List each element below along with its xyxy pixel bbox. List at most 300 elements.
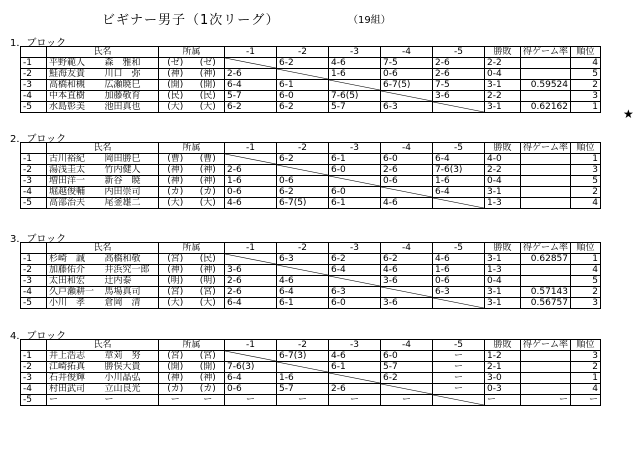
table-row	[21, 91, 601, 102]
partner-name: 尾釜雄二	[103, 198, 159, 209]
match-score: 2-6	[329, 384, 381, 395]
row-index: -1	[21, 58, 47, 69]
table-row	[21, 187, 601, 198]
rank: 3	[571, 351, 601, 362]
match-score: 2-6	[381, 165, 433, 176]
header-wins: 勝敗	[485, 340, 521, 351]
row-index: -5	[21, 298, 47, 309]
header-opponent: -4	[381, 243, 433, 254]
header-ratio: 得ゲーム率	[521, 340, 571, 351]
row-index: -5	[21, 395, 47, 406]
match-score: 0-6	[225, 384, 277, 395]
table-row	[21, 102, 601, 113]
diagonal-line	[433, 102, 484, 112]
header-wins: 勝敗	[485, 47, 521, 58]
partner-team: (神)	[192, 176, 225, 187]
match-score: 1-6	[329, 69, 381, 80]
header-rank: 順位	[571, 243, 601, 254]
partner-team: (カ)	[192, 384, 225, 395]
diagonal-line	[433, 298, 484, 308]
match-score: 6-2	[277, 58, 329, 69]
block-label: 2．ブロック	[10, 134, 67, 145]
table-row	[21, 384, 601, 395]
table-row	[21, 69, 601, 80]
player-team: (神)	[159, 373, 192, 384]
match-score: 2-6	[433, 69, 485, 80]
player-name: 村田武司	[47, 384, 103, 395]
partner-name: 池田真也	[103, 102, 159, 113]
header-opponent: -2	[277, 340, 329, 351]
row-index: -5	[21, 198, 47, 209]
partner-team: (民)	[192, 91, 225, 102]
rank: 3	[571, 165, 601, 176]
match-score: 6-4	[433, 187, 485, 198]
header-wins: 勝敗	[485, 143, 521, 154]
win-loss: 3-1	[485, 187, 521, 198]
header-opponent: -4	[381, 47, 433, 58]
game-ratio	[521, 373, 571, 384]
table-row	[21, 254, 601, 265]
table-row	[21, 198, 601, 209]
game-ratio	[521, 176, 571, 187]
diagonal-line	[329, 80, 380, 90]
player-team: (神)	[159, 69, 192, 80]
game-ratio	[521, 276, 571, 287]
win-loss: 2-1	[485, 362, 521, 373]
table-row	[21, 362, 601, 373]
partner-team: (神)	[192, 69, 225, 80]
league-table	[20, 46, 601, 113]
partner-name: 馬場真司	[103, 287, 159, 298]
game-ratio: 0.56757	[521, 298, 571, 309]
table-row	[21, 154, 601, 165]
partner-name: 井浜究一郎	[103, 265, 159, 276]
diagonal-line	[381, 187, 432, 197]
game-ratio	[521, 69, 571, 80]
match-score: 1-6	[433, 176, 485, 187]
header-blank	[21, 47, 47, 58]
match-score: 1-6	[277, 373, 329, 384]
header-team: 所属	[159, 47, 225, 58]
partner-team: (ゼ)	[192, 58, 225, 69]
match-score: 7-5	[381, 58, 433, 69]
match-score: 7-6(3)	[433, 165, 485, 176]
player-name: 加藤佑介	[47, 265, 103, 276]
header-opponent: -1	[225, 47, 277, 58]
row-index: -2	[21, 362, 47, 373]
match-score: 7-6(3)	[225, 362, 277, 373]
game-ratio	[521, 187, 571, 198]
match-score: 6-7(5)	[381, 80, 433, 91]
match-score: 1-6	[225, 176, 277, 187]
header-name: 氏名	[47, 243, 159, 254]
match-score: 1-6	[433, 265, 485, 276]
game-ratio	[521, 265, 571, 276]
header-wins: 勝敗	[485, 243, 521, 254]
partner-name: ー	[103, 395, 159, 406]
match-score: 3-6	[381, 298, 433, 309]
win-loss: 1-3	[485, 198, 521, 209]
row-index: -1	[21, 254, 47, 265]
header-rank: 順位	[571, 340, 601, 351]
header-opponent: -1	[225, 340, 277, 351]
player-name: ー	[47, 395, 103, 406]
match-score: 2-6	[225, 69, 277, 80]
header-rank: 順位	[571, 47, 601, 58]
header-opponent: -5	[433, 47, 485, 58]
match-score: 5-7	[381, 362, 433, 373]
partner-team: (宮)	[192, 287, 225, 298]
partner-team: (民)	[192, 254, 225, 265]
partner-name: 川口 弥	[103, 69, 159, 80]
partner-name: 章苅 努	[103, 351, 159, 362]
self-match-cell	[277, 69, 329, 80]
header-row	[21, 143, 601, 154]
header-blank	[21, 143, 47, 154]
row-index: -4	[21, 287, 47, 298]
match-score: 6-1	[329, 198, 381, 209]
match-score: 5-7	[225, 91, 277, 102]
match-score: 4-6	[329, 58, 381, 69]
match-score: 2-6	[433, 58, 485, 69]
match-score: 6-1	[277, 298, 329, 309]
game-ratio	[521, 362, 571, 373]
player-team: (曹)	[159, 154, 192, 165]
diagonal-line	[381, 287, 432, 297]
match-score: 6-3	[329, 287, 381, 298]
self-match-cell	[329, 80, 381, 91]
header-opponent: -3	[329, 143, 381, 154]
match-score: 4-6	[381, 265, 433, 276]
diagonal-line	[277, 362, 328, 372]
player-team: (宮)	[159, 254, 192, 265]
table-row	[21, 298, 601, 309]
game-ratio	[521, 91, 571, 102]
diagonal-line	[433, 395, 484, 405]
match-score: 0-6	[381, 176, 433, 187]
partner-team: (大)	[192, 298, 225, 309]
self-match-cell	[433, 102, 485, 113]
header-row	[21, 243, 601, 254]
match-score: 6-3	[277, 254, 329, 265]
player-name: 杉崎 誠	[47, 254, 103, 265]
diagonal-line	[277, 265, 328, 275]
match-score: 6-0	[381, 351, 433, 362]
partner-team: (神)	[192, 265, 225, 276]
self-match-cell	[277, 362, 329, 373]
game-ratio	[521, 384, 571, 395]
match-score: 4-6	[381, 198, 433, 209]
match-score: 5-7	[277, 384, 329, 395]
partner-team: (大)	[192, 102, 225, 113]
match-score: 6-2	[381, 254, 433, 265]
header-rank: 順位	[571, 143, 601, 154]
win-loss: 3-1	[485, 287, 521, 298]
match-score: ー	[433, 373, 485, 384]
row-index: -4	[21, 91, 47, 102]
player-name: 太田和宏	[47, 276, 103, 287]
rank: 2	[571, 187, 601, 198]
diagonal-line	[329, 276, 380, 286]
match-score: 6-7(3)	[277, 351, 329, 362]
self-match-cell	[381, 384, 433, 395]
self-match-cell	[225, 254, 277, 265]
self-match-cell	[433, 198, 485, 209]
partner-team: ー	[192, 395, 225, 406]
header-opponent: -3	[329, 243, 381, 254]
match-score: 6-1	[277, 80, 329, 91]
player-team: (開)	[159, 362, 192, 373]
header-opponent: -4	[381, 340, 433, 351]
header-opponent: -1	[225, 243, 277, 254]
header-opponent: -1	[225, 143, 277, 154]
player-name: 平野範人	[47, 58, 103, 69]
match-score: 6-1	[329, 362, 381, 373]
header-opponent: -5	[433, 340, 485, 351]
match-score: ー	[433, 351, 485, 362]
partner-team: (大)	[192, 198, 225, 209]
match-score: 6-3	[381, 102, 433, 113]
match-score: 2-6	[225, 165, 277, 176]
partner-name: 小川晶弘	[103, 373, 159, 384]
match-score: 6-2	[277, 154, 329, 165]
header-opponent: -2	[277, 47, 329, 58]
header-opponent: -5	[433, 243, 485, 254]
player-team: ー	[159, 395, 192, 406]
partner-team: (開)	[192, 80, 225, 91]
table-row	[21, 176, 601, 187]
match-score: 3-6	[433, 91, 485, 102]
match-score: 6-2	[225, 102, 277, 113]
game-ratio	[521, 165, 571, 176]
player-name: 堀越俊輔	[47, 187, 103, 198]
match-score: 6-2	[329, 254, 381, 265]
match-score: 0-6	[277, 176, 329, 187]
row-index: -3	[21, 176, 47, 187]
rank: 4	[571, 198, 601, 209]
self-match-cell	[381, 91, 433, 102]
match-score: 6-4	[225, 80, 277, 91]
row-index: -2	[21, 265, 47, 276]
diagonal-line	[277, 69, 328, 79]
row-index: -4	[21, 384, 47, 395]
partner-name: 岡田勝巳	[103, 154, 159, 165]
match-score: ー	[329, 395, 381, 406]
row-index: -3	[21, 276, 47, 287]
partner-team: (神)	[192, 165, 225, 176]
header-ratio: 得ゲーム率	[521, 143, 571, 154]
table-row	[21, 165, 601, 176]
partner-name: 倉岡 清	[103, 298, 159, 309]
match-score: 4-6	[433, 254, 485, 265]
table-row	[21, 287, 601, 298]
win-loss: 4-0	[485, 154, 521, 165]
header-team: 所属	[159, 340, 225, 351]
rank: 4	[571, 384, 601, 395]
player-team: (大)	[159, 102, 192, 113]
match-score: 6-0	[277, 91, 329, 102]
rank: 5	[571, 176, 601, 187]
game-ratio: 0.57143	[521, 287, 571, 298]
header-opponent: -2	[277, 243, 329, 254]
player-team: (民)	[159, 91, 192, 102]
match-score: 6-1	[329, 154, 381, 165]
rank: 2	[571, 362, 601, 373]
partner-name: 勝俣大貴	[103, 362, 159, 373]
player-team: (カ)	[159, 187, 192, 198]
header-opponent: -2	[277, 143, 329, 154]
win-loss: 3-1	[485, 254, 521, 265]
game-ratio	[521, 154, 571, 165]
player-team: (宮)	[159, 287, 192, 298]
header-ratio: 得ゲーム率	[521, 47, 571, 58]
game-ratio	[521, 58, 571, 69]
row-index: -2	[21, 165, 47, 176]
player-team: (神)	[159, 265, 192, 276]
block-label: 1．ブロック	[10, 38, 67, 49]
match-score: 6-4	[225, 298, 277, 309]
partner-name: 新谷 暁	[103, 176, 159, 187]
self-match-cell	[329, 373, 381, 384]
diagonal-line	[381, 384, 432, 394]
partner-name: 加藤敬育	[103, 91, 159, 102]
partner-team: (開)	[192, 362, 225, 373]
block-label: 3．ブロック	[10, 234, 67, 245]
match-score: 0-6	[433, 276, 485, 287]
match-score: 6-3	[433, 287, 485, 298]
partner-team: (神)	[192, 373, 225, 384]
match-score: 4-6	[329, 351, 381, 362]
win-loss: 2-2	[485, 91, 521, 102]
table-row	[21, 276, 601, 287]
match-score: 6-0	[329, 187, 381, 198]
player-name: 中本直樹	[47, 91, 103, 102]
match-score: 6-4	[329, 265, 381, 276]
player-name: 小川 孝	[47, 298, 103, 309]
game-ratio: ー	[521, 395, 571, 406]
table-row	[21, 351, 601, 362]
match-score: 6-2	[277, 102, 329, 113]
win-loss: 2-2	[485, 165, 521, 176]
self-match-cell	[381, 187, 433, 198]
player-name: 江崎拓真	[47, 362, 103, 373]
header-blank	[21, 340, 47, 351]
rank: 1	[571, 154, 601, 165]
diagonal-line	[225, 254, 276, 264]
player-name: 井上浩志	[47, 351, 103, 362]
match-score: 6-4	[277, 287, 329, 298]
partner-name: 内田崇司	[103, 187, 159, 198]
header-opponent: -4	[381, 143, 433, 154]
match-score: ー	[277, 395, 329, 406]
rank: 1	[571, 254, 601, 265]
player-name: 増田洋一	[47, 176, 103, 187]
rank: 3	[571, 298, 601, 309]
self-match-cell	[277, 165, 329, 176]
header-opponent: -3	[329, 47, 381, 58]
match-score: 6-0	[329, 298, 381, 309]
table-row	[21, 58, 601, 69]
match-score: 4-6	[225, 198, 277, 209]
player-team: (明)	[159, 276, 192, 287]
partner-name: 広瀬暁巳	[103, 80, 159, 91]
match-score: 6-4	[433, 154, 485, 165]
rank: 1	[571, 373, 601, 384]
partner-name: 高橋和敬	[103, 254, 159, 265]
self-match-cell	[225, 351, 277, 362]
win-loss: 3-1	[485, 80, 521, 91]
match-score: ー	[225, 395, 277, 406]
partner-team: (曹)	[192, 154, 225, 165]
header-name: 氏名	[47, 47, 159, 58]
match-score: ー	[381, 395, 433, 406]
match-score: 6-7(5)	[277, 198, 329, 209]
win-loss: 0-4	[485, 176, 521, 187]
self-match-cell	[329, 176, 381, 187]
league-table	[20, 142, 601, 209]
match-score: 6-4	[225, 373, 277, 384]
game-ratio	[521, 351, 571, 362]
self-match-cell	[225, 58, 277, 69]
row-index: -5	[21, 102, 47, 113]
match-score: 6-2	[381, 373, 433, 384]
match-score: 0-6	[381, 69, 433, 80]
match-score: 7-5	[433, 80, 485, 91]
win-loss: 1-3	[485, 265, 521, 276]
win-loss: 1-2	[485, 351, 521, 362]
match-score: 6-0	[381, 154, 433, 165]
player-team: (神)	[159, 176, 192, 187]
partner-team: (カ)	[192, 187, 225, 198]
row-index: -3	[21, 373, 47, 384]
league-table	[20, 339, 601, 406]
group-label: （19組）	[348, 15, 391, 26]
match-score: 2-6	[225, 287, 277, 298]
player-team: (開)	[159, 80, 192, 91]
player-name: 古川裕紀	[47, 154, 103, 165]
partner-name: 森 雅和	[103, 58, 159, 69]
partner-team: (宮)	[192, 351, 225, 362]
partner-name: 立山良光	[103, 384, 159, 395]
match-score: ー	[433, 362, 485, 373]
header-row	[21, 47, 601, 58]
rank: 5	[571, 69, 601, 80]
player-team: (神)	[159, 165, 192, 176]
game-ratio: 0.59524	[521, 80, 571, 91]
rank: 5	[571, 276, 601, 287]
player-team: (大)	[159, 198, 192, 209]
self-match-cell	[277, 265, 329, 276]
header-name: 氏名	[47, 143, 159, 154]
header-team: 所属	[159, 243, 225, 254]
partner-name: 竹内健人	[103, 165, 159, 176]
header-team: 所属	[159, 143, 225, 154]
diagonal-line	[225, 58, 276, 68]
row-index: -1	[21, 351, 47, 362]
row-index: -1	[21, 154, 47, 165]
win-loss: 3-1	[485, 102, 521, 113]
self-match-cell	[433, 298, 485, 309]
rank: 3	[571, 91, 601, 102]
league-table	[20, 242, 601, 309]
diagonal-line	[381, 91, 432, 101]
self-match-cell	[381, 287, 433, 298]
player-name: 鮭海友貴	[47, 69, 103, 80]
partner-name: 辻内泰	[103, 276, 159, 287]
block-label: 4．ブロック	[10, 331, 67, 342]
winner-star-icon: ★	[623, 107, 634, 121]
player-name: 高部治夫	[47, 198, 103, 209]
